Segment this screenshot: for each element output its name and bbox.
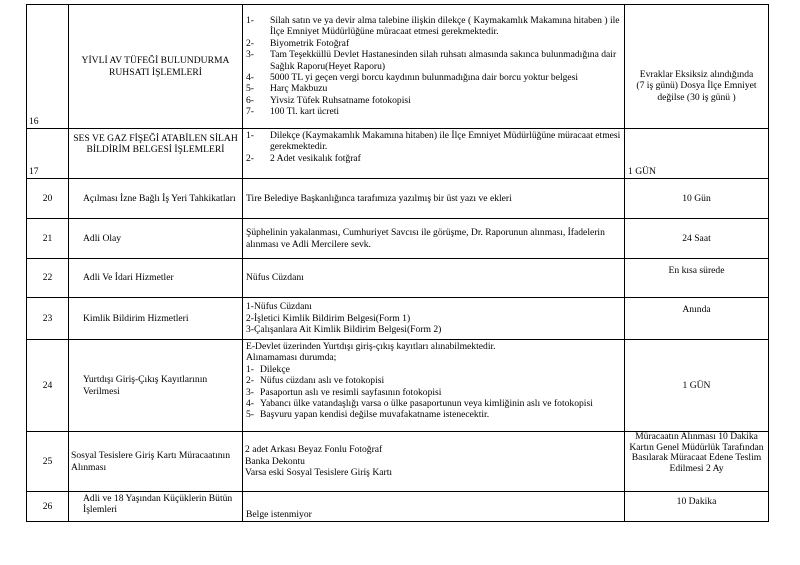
list-item: 4- Yabancı ülke vatandaşlığı varsa o ülke pasaportunun veya kimliğinin aslı ve fotokopisi (246, 398, 593, 410)
row-number: 16 (27, 5, 69, 129)
required-documents (243, 340, 625, 432)
list-item: 3- Pasaportun aslı ve resimli sayfasının fotokopisi (246, 386, 442, 398)
list-item: 1- Dilekçe (246, 363, 290, 375)
table-row (27, 5, 769, 129)
table-row (27, 179, 769, 219)
service-name: SES VE GAZ FİŞEĞİ ATABİLEN SİLAH BİLDİRİM BELGESİ İŞLEMLERİ (69, 129, 243, 179)
service-name: Sosyal Tesislere Giriş Kartı Müracaatının Alınması (69, 432, 243, 492)
list-item: 1-Nüfus Cüzdanı (246, 301, 312, 313)
list-item: Varsa eski Sosyal Tesislere Giriş Kartı (245, 467, 393, 479)
services-table (26, 4, 769, 522)
row-number: 21 (27, 219, 69, 259)
service-name: Adli Ve İdari Hizmetler (69, 259, 243, 298)
table-row (27, 219, 769, 259)
duration-line: Müracaatın Alınması 10 Dakika (635, 431, 758, 442)
duration: Evraklar Eksiksiz alındığında (7 iş günü) Dosya İlçe Emniyet değilse (30 iş günü ) (625, 5, 769, 129)
table-row (27, 492, 769, 522)
duration: 10 Gün (625, 179, 769, 219)
list-item: E-Devlet üzerinden Yurtdışı giriş-çıkış kayıtları alınabilmektedir. (246, 341, 496, 352)
required-documents: Tire Belediye Başkanlığınca tarafımıza yazılmış bir üst yazı ve ekleri (243, 179, 625, 219)
list-item: 5- Başvuru yapan kendisi değilse muvafakatname istenecektir. (246, 409, 490, 421)
service-name: Kimlik Bildirim Hizmetleri (69, 298, 243, 340)
list-item: 2-İşletici Kimlik Bildirim Belgesi(Form 1) (246, 312, 411, 324)
service-name: Yurtdışı Giriş-Çıkış Kayıtlarının Verilmesi (69, 340, 243, 432)
service-name: Adli Olay (69, 219, 243, 259)
list-item: 2- Nüfus cüzdanı aslı ve fotokopisi (246, 375, 385, 387)
duration: 10 Dakika (625, 492, 769, 522)
duration (625, 432, 769, 492)
table-row (27, 340, 769, 432)
duration-line: Kartın Genel Müdürlük Tarafından Basılarak Müracaat Edene Teslim Edilmesi 2 Ay (629, 441, 764, 474)
row-number: 25 (27, 432, 69, 492)
list-item: 2- Biyometrik Fotoğraf (246, 37, 350, 49)
list-item: 6- Yivsiz Tüfek Ruhsatname fotokopisi (246, 94, 411, 106)
row-number: 22 (27, 259, 69, 298)
list-item: 3- Tam Teşekküllü Devlet Hastanesinden silah ruhsatı almasında sakınca bulunmadığına dair Sağlık Raporu(Heyet Raporu) (246, 49, 617, 72)
list-item: 2- 2 Adet vesikalık fotğraf (246, 152, 361, 164)
list-item: 7- 100 Tl. kart ücreti (246, 106, 340, 118)
list-item: 4- 5000 TL yi geçen vergi borcu kaydının bulunmadığına dair borcu yoktur belgesi (246, 72, 579, 84)
row-number: 20 (27, 179, 69, 219)
required-documents (243, 129, 625, 179)
row-number: 24 (27, 340, 69, 432)
required-documents: Şüphelinin yakalanması, Cumhuriyet Savcısı ile görüşme, Dr. Raporunun alınması, İfadelerin alınması ve Adli Mercilere sevk. (243, 219, 625, 259)
row-number: 23 (27, 298, 69, 340)
table-row (27, 129, 769, 179)
list-item: 1- Dilekçe (Kaymakamlık Makamına hitaben) ile İlçe Emniyet Müdürlüğüne müracaat etmesi gerekmektedir. (246, 130, 621, 153)
required-documents: Belge istenmiyor (243, 492, 625, 522)
list-item: 5- Harç Makbuzu (246, 83, 328, 95)
list-item: 1- Silah satın ve ya devir alma talebine ilişkin dilekçe ( Kaymakamlık Makamına hitaben ) ile İlçe Emniyet Müdürlüğüne müracaat etmesi gerekmektedir. (246, 15, 620, 38)
list-item: 2 adet Arkası Beyaz Fonlu Fotoğraf (245, 444, 383, 456)
duration: 1 GÜN (625, 129, 769, 179)
required-documents (243, 5, 625, 129)
table-row (27, 432, 769, 492)
service-name: YİVLİ AV TÜFEĞİ BULUNDURMA RUHSATI İŞLEMLERİ (69, 5, 243, 129)
row-number: 17 (27, 129, 69, 179)
table-row (27, 298, 769, 340)
duration: 24 Saat (625, 219, 769, 259)
row-number: 26 (27, 492, 69, 522)
service-name: Açılması İzne Bağlı İş Yeri Tahkikatları (69, 179, 243, 219)
required-documents (243, 432, 625, 492)
table-row (27, 259, 769, 298)
duration: 1 GÜN (625, 340, 769, 432)
required-documents: Nüfus Cüzdanı (243, 259, 625, 298)
duration: En kısa sürede (625, 259, 769, 298)
required-documents (243, 298, 625, 340)
service-name: Adli ve 18 Yaşından Küçüklerin Bütün İşlemleri (69, 492, 243, 522)
duration: Anında (625, 298, 769, 340)
list-item: Alınamaması durumda; (246, 352, 337, 364)
list-item: 3-Çalışanlara Ait Kimlik Bildirim Belgesi(Form 2) (246, 324, 442, 336)
list-item: Banka Dekontu (245, 455, 305, 467)
